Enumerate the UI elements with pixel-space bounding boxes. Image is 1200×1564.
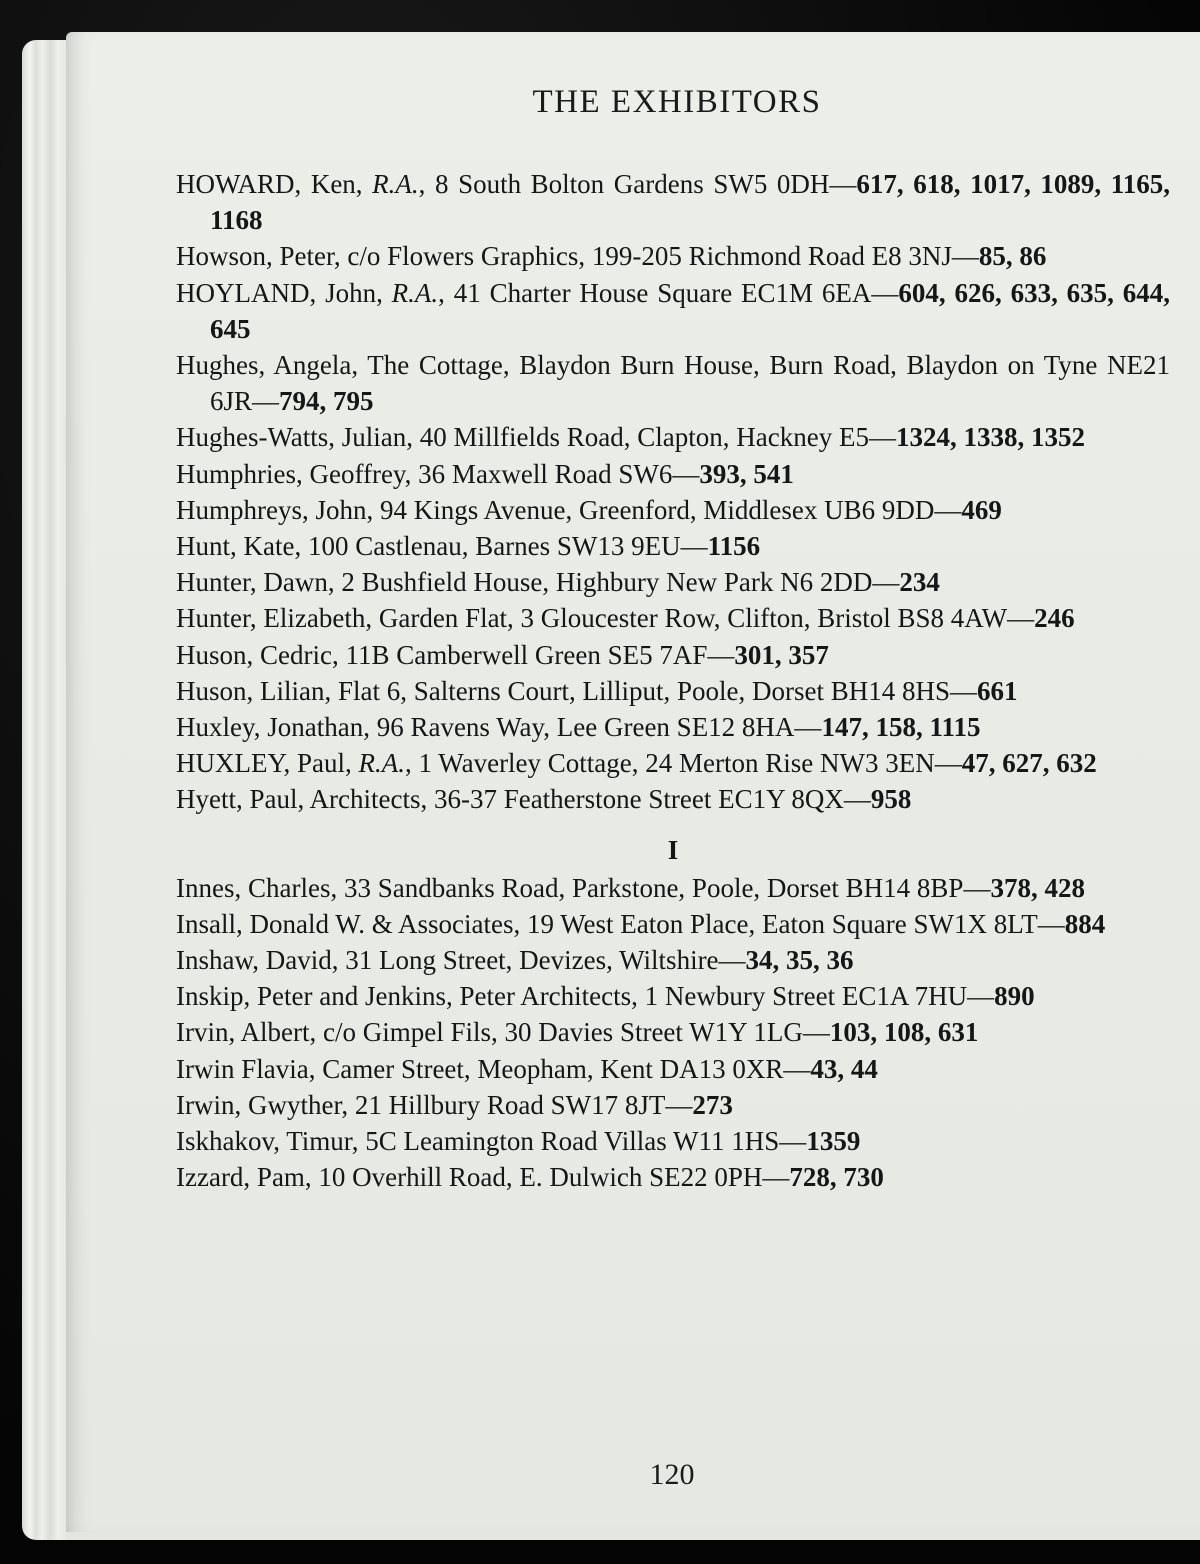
exhibitor-address: , 41 Charter House Square EC1M 6EA— [438, 277, 899, 308]
exhibitor-entry [176, 456, 1170, 492]
exhibitor-name-address: Huson, Cedric, 11B Camberwell Green SE5 7AF— [176, 639, 735, 670]
exhibitor-name-address: Humphries, Geoffrey, 36 Maxwell Road SW6— [176, 458, 700, 489]
catalogue-numbers: 1359 [806, 1126, 861, 1157]
exhibitor-entry [176, 978, 1170, 1014]
exhibitor-group-i [176, 870, 1170, 1196]
exhibitor-name-address: Innes, Charles, 33 Sandbanks Road, Parkstone, Poole, Dorset BH14 8BP— [176, 872, 991, 903]
exhibitor-entry [176, 492, 1170, 528]
catalogue-numbers: 378, 428 [990, 872, 1085, 903]
exhibitor-address: , 1 Waverley Cottage, 24 Merton Rise NW3 3EN— [405, 748, 962, 779]
exhibitor-name-address: Iskhakov, Timur, 5C Leamington Road Villas W11 1HS— [176, 1126, 807, 1157]
exhibitor-entry [176, 528, 1170, 564]
catalogue-numbers: 393, 541 [699, 458, 794, 489]
catalogue-numbers: 728, 730 [789, 1162, 884, 1193]
exhibitor-entry [176, 275, 1170, 347]
exhibitor-entry [176, 1123, 1170, 1159]
exhibitor-entry [176, 166, 1170, 238]
exhibitor-entry [176, 673, 1170, 709]
catalogue-numbers: 1324, 1338, 1352 [895, 422, 1085, 453]
exhibitor-name-address: Hughes-Watts, Julian, 40 Millfields Road, Clapton, Hackney E5— [176, 422, 896, 453]
academician-title: R.A. [358, 748, 406, 779]
exhibitor-name-address: Hunt, Kate, 100 Castlenau, Barnes SW13 9EU— [176, 531, 708, 562]
catalogue-numbers: 617, 618, 1017, 1089, 1165, 1168 [210, 169, 1170, 236]
catalogue-numbers: 794, 795 [279, 386, 374, 417]
exhibitor-group-h [176, 166, 1170, 818]
catalogue-numbers: 34, 35, 36 [745, 945, 854, 976]
exhibitor-entry [176, 347, 1170, 419]
catalogue-numbers: 1156 [707, 531, 761, 562]
catalogue-numbers: 47, 627, 632 [961, 748, 1097, 779]
page-number: 120 [649, 1458, 695, 1491]
catalogue-numbers: 958 [870, 784, 912, 815]
exhibitor-name-address: Howson, Peter, c/o Flowers Graphics, 199-205 Richmond Road E8 3NJ— [176, 241, 979, 272]
exhibitor-address: , 8 South Bolton Gardens SW5 0DH— [418, 169, 857, 199]
exhibitor-name-address: Humphreys, John, 94 Kings Avenue, Greenford, Middlesex UB6 9DD— [176, 494, 962, 525]
catalogue-numbers: 234 [899, 567, 940, 598]
catalogue-numbers: 604, 626, 633, 635, 644, 645 [210, 277, 1170, 344]
exhibitor-name-address: Inskip, Peter and Jenkins, Peter Architects, 1 Newbury Street EC1A 7HU— [176, 981, 995, 1012]
exhibitor-name-address: Irwin, Gwyther, 21 Hillbury Road SW17 8JT— [176, 1089, 693, 1120]
exhibitor-entry [176, 600, 1170, 636]
exhibitor-name-address: Izzard, Pam, 10 Overhill Road, E. Dulwich SE22 0PH— [176, 1162, 790, 1193]
exhibitor-entry [176, 906, 1170, 942]
exhibitor-name-address: Hyett, Paul, Architects, 36-37 Featherstone Street EC1Y 8QX— [176, 784, 871, 815]
exhibitor-entry [176, 564, 1170, 600]
catalogue-numbers: 661 [976, 675, 1018, 706]
catalogue-numbers: 147, 158, 1115 [821, 712, 981, 743]
exhibitor-entry [176, 870, 1170, 906]
exhibitor-entry [176, 709, 1170, 745]
catalogue-numbers: 469 [961, 494, 1002, 525]
exhibitor-entry [176, 1051, 1170, 1087]
catalogue-numbers: 103, 108, 631 [829, 1017, 979, 1048]
exhibitor-entry [176, 419, 1170, 455]
exhibitor-name-address: Hunter, Elizabeth, Garden Flat, 3 Gloucester Row, Clifton, Bristol BS8 4AW— [176, 603, 1035, 634]
exhibitor-name-address: HOYLAND, John, [176, 277, 392, 308]
exhibitor-name-address: HUXLEY, Paul, [176, 748, 359, 779]
academician-title: R.A. [372, 169, 419, 199]
exhibitor-entry [176, 1014, 1170, 1050]
exhibitor-name-address: Irwin Flavia, Camer Street, Meopham, Kent DA13 0XR— [176, 1053, 811, 1084]
exhibitor-list [176, 166, 1170, 1195]
catalogue-numbers: 246 [1034, 603, 1075, 634]
catalogue-numbers: 43, 44 [810, 1053, 878, 1084]
exhibitor-entry [176, 942, 1170, 978]
exhibitor-name-address: Irvin, Albert, c/o Gimpel Fils, 30 Davies Street W1Y 1LG— [176, 1017, 830, 1048]
exhibitor-entry [176, 238, 1170, 274]
exhibitor-name-address: Huxley, Jonathan, 96 Ravens Way, Lee Green SE12 8HA— [176, 712, 822, 743]
exhibitor-name-address: Hughes, Angela, The Cottage, Blaydon Burn House, Burn Road, Blaydon on Tyne NE21 6JR— [176, 350, 1170, 417]
exhibitor-name-address: Hunter, Dawn, 2 Bushfield House, Highbury New Park N6 2DD— [176, 567, 900, 598]
catalogue-numbers: 301, 357 [734, 639, 829, 670]
section-letter: I [667, 834, 679, 865]
exhibitor-entry [176, 637, 1170, 673]
exhibitor-entry [176, 1087, 1170, 1123]
academician-title: R.A. [391, 277, 439, 308]
exhibitor-name-address: HOWARD, Ken, [176, 169, 373, 199]
exhibitor-name-address: Insall, Donald W. & Associates, 19 West Eaton Place, Eaton Square SW1X 8LT— [176, 908, 1065, 939]
exhibitor-entry [176, 1159, 1170, 1195]
exhibitor-entry [176, 781, 1170, 817]
catalogue-numbers: 273 [692, 1089, 733, 1120]
exhibitor-entry [176, 745, 1170, 781]
page-title: THE EXHIBITORS [532, 84, 822, 120]
catalogue-numbers: 85, 86 [978, 241, 1047, 272]
catalogue-numbers: 890 [994, 981, 1035, 1012]
catalogue-numbers: 884 [1064, 908, 1106, 939]
exhibitor-name-address: Inshaw, David, 31 Long Street, Devizes, Wiltshire— [176, 945, 746, 976]
exhibitor-name-address: Huson, Lilian, Flat 6, Salterns Court, Lilliput, Poole, Dorset BH14 8HS— [176, 675, 977, 706]
